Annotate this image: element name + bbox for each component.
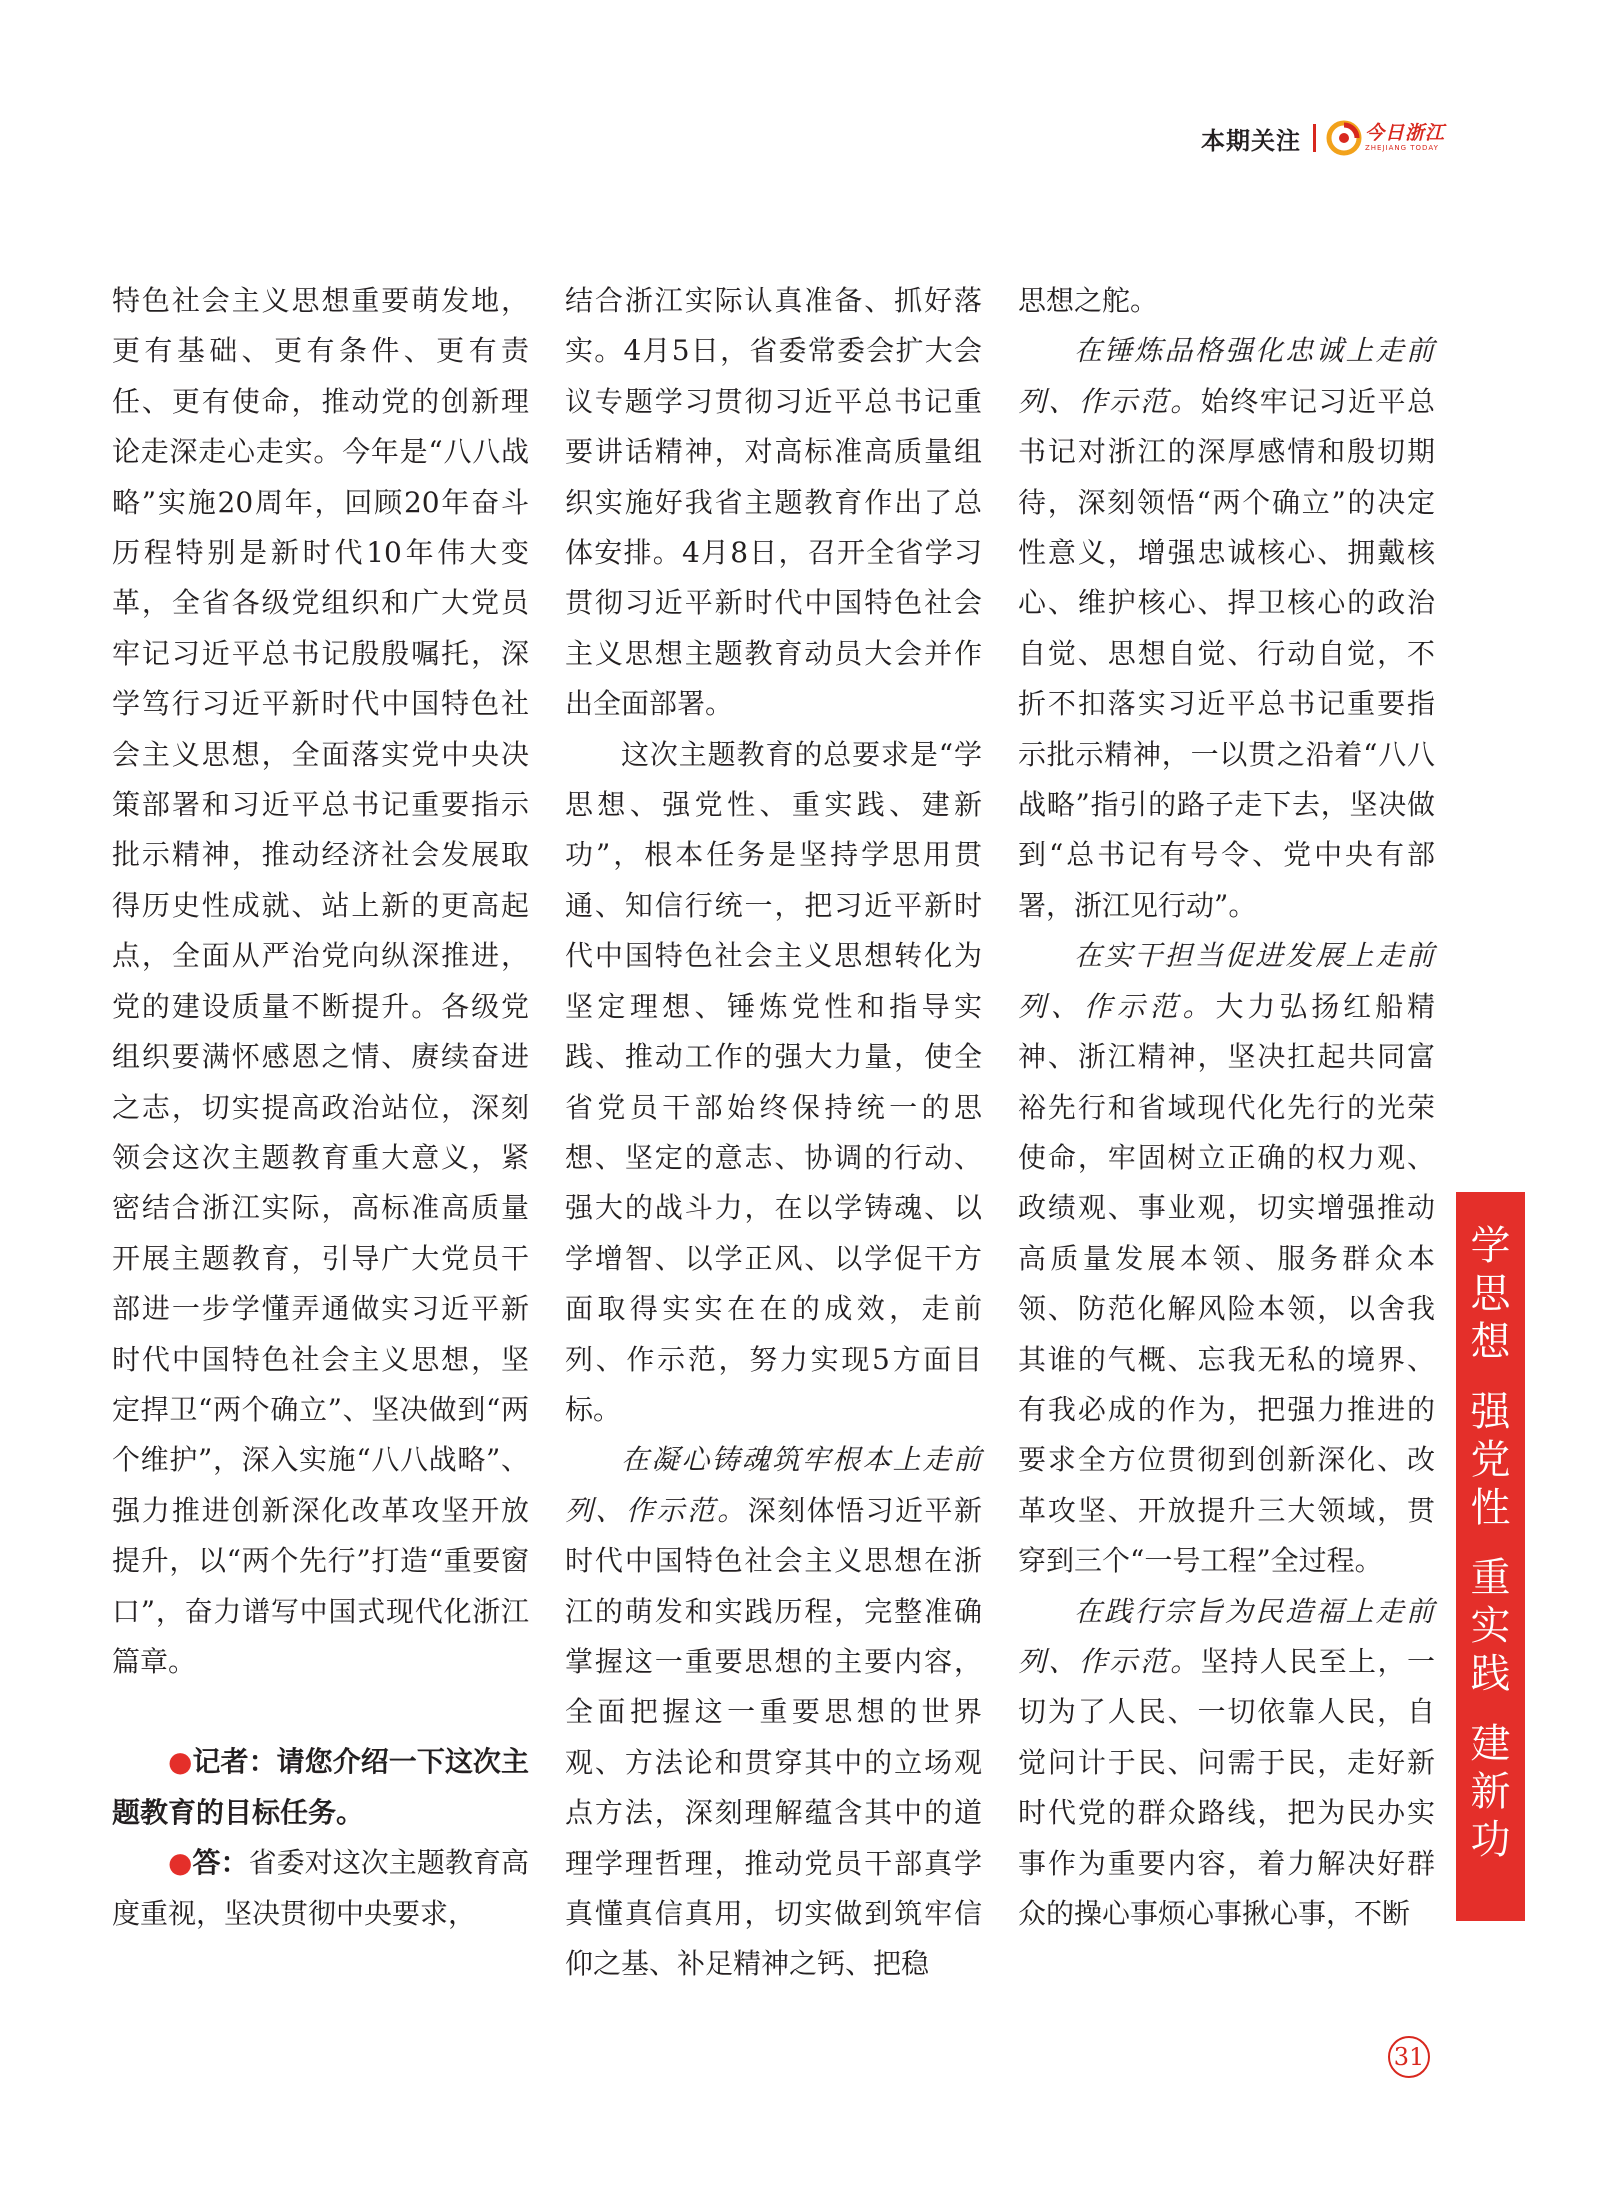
sidebar-slogan: 强 党 性: [1470, 1389, 1511, 1531]
question-text: 请您介绍一下这次主题教育的目标任务。: [112, 1745, 529, 1829]
theme-sidebar: [1456, 1192, 1525, 1921]
paragraph: 思想之舵。: [1018, 284, 1159, 317]
paragraph: 结合浙江实际认真准备、抓好落实。4月5日，省委常委会扩大会议专题学习贯彻习近平总书记重要讲话精神，对高标准高质量组织实施好我省主题教育作出了总体安排。4月8日，召开全省学习贯彻习近平新时代中国特色社会主义思想主题教育动员大会并作出全面部署。: [565, 284, 982, 721]
subheading: 在锤炼品格强化忠诚上走前列、作示范。: [1018, 334, 1435, 418]
page-number: 31: [1388, 2036, 1430, 2078]
header-divider: [1313, 124, 1316, 152]
sidebar-slogan: 学 思 想: [1470, 1223, 1511, 1365]
paragraph-body: 坚持人民至上，一切为了人民、一切依靠人民，自觉问计于民、问需于民，走好新时代党的群众路线，把为民办实事作为重要内容，着力解决好群众的操心事烦心事揪心事，不断: [1018, 1644, 1435, 1930]
paragraph-body: 始终牢记习近平总书记对浙江的深厚感情和殷切期待，深刻领悟“两个确立”的决定性意义，增强忠诚核心、拥戴核心、维护核心、捍卫核心的政治自觉、思想自觉、行动自觉，不折不扣落实习近平总书记重要指示批示精神，一以贯之沿着“八八战略”指引的路子走下去，坚决做到“总书记有号令、党中央有部署，浙江见行动”。: [1018, 384, 1435, 922]
text-column-3: [1018, 276, 1435, 1939]
sidebar-slogan: 建 新 功: [1470, 1721, 1511, 1863]
answer-label: 答：: [192, 1846, 249, 1880]
magazine-logo: [1326, 120, 1445, 156]
subheading: 在实干担当促进发展上走前列、作示范。: [1018, 939, 1435, 1023]
text-column-2: [565, 276, 982, 1990]
paragraph: 特色社会主义思想重要萌发地，更有基础、更有条件、更有责任、更有使命，推动党的创新理论走深走心走实。今年是“八八战略”实施20周年，回顾20年奋斗历程特别是新时代10年伟大变革，全省各级党组织和广大党员牢记习近平总书记殷殷嘱托，深学笃行习近平新时代中国特色社会主义思想，全面落实党中央决策部署和习近平总书记重要指示批示精神，推动经济社会发展取得历史性成就、站上新的更高起点，全面从严治党向纵深推进，党的建设质量不断提升。各级党组织要满怀感恩之情、赓续奋进之志，切实提高政治站位，深刻领会这次主题教育重大意义，紧密结合浙江实际，高标准高质量开展主题教育，引导广大党员干部进一步学懂弄通做实习近平新时代中国特色社会主义思想，坚定捍卫“两个确立”、坚决做到“两个维护”，深入实施“八八战略”、强力推进创新深化改革攻坚开放提升，以“两个先行”打造“重要窗口”，奋力谱写中国式现代化浙江篇章。: [112, 284, 529, 1678]
answer-text: 省委对这次主题教育高度重视，坚决贯彻中央要求，: [112, 1846, 529, 1930]
paragraph: [565, 1435, 982, 1989]
paragraph-body: 深刻体悟习近平新时代中国特色社会主义思想在浙江的萌发和实践历程，完整准确掌握这一重要思想的主要内容，全面把握这一重要思想的世界观、方法论和贯穿其中的立场观点方法，深刻理解蕴含其中的道理学理哲理，推动党员干部真学真懂真信真用，切实做到筑牢信仰之基、补足精神之钙、把稳: [565, 1493, 982, 1981]
text-column-1: [112, 276, 529, 1939]
interview-question: [112, 1737, 529, 1838]
subheading: 在凝心铸魂筑牢根本上走前列、作示范。: [565, 1443, 982, 1527]
logo-english-name: ZHEJIANG TODAY: [1364, 144, 1439, 152]
logo-mark-icon: [1326, 120, 1362, 156]
paragraph: [1018, 931, 1435, 1586]
logo-chinese-name: 今日浙江: [1364, 122, 1445, 144]
paragraph: 这次主题教育的总要求是“学思想、强党性、重实践、建新功”，根本任务是坚持学思用贯通、知信行统一，把习近平新时代中国特色社会主义思想转化为坚定理想、锤炼党性和指导实践、推动工作的强大力量，使全省党员干部始终保持统一的思想、坚定的意志、协调的行动、强大的战斗力，在以学铸魂、以学增智、以学正风、以学促干方面取得实实在在的成效，走前列、作示范，努力实现5方面目标。: [565, 737, 982, 1426]
section-title: 本期关注: [1200, 126, 1301, 155]
interview-answer: [112, 1838, 529, 1939]
question-label: 记者：: [192, 1745, 277, 1779]
question-bullet: ●: [168, 1745, 193, 1779]
answer-bullet: ●: [168, 1846, 193, 1880]
paragraph: [1018, 326, 1435, 931]
sidebar-slogan: 重 实 践: [1470, 1555, 1511, 1697]
page-header: [1201, 118, 1445, 158]
paragraph-body: 大力弘扬红船精神、浙江精神，坚决扛起共同富裕先行和省域现代化先行的光荣使命，牢固树立正确的权力观、政绩观、事业观，切实增强推动高质量发展本领、服务群众本领、防范化解风险本领，以舍我其谁的气概、忘我无私的境界、有我必成的作为，把强力推进的要求全方位贯彻到创新深化、改革攻坚、开放提升三大领域，贯穿到三个“一号工程”全过程。: [1018, 989, 1435, 1578]
subheading: 在践行宗旨为民造福上走前列、作示范。: [1018, 1594, 1435, 1678]
paragraph: [1018, 1587, 1435, 1940]
